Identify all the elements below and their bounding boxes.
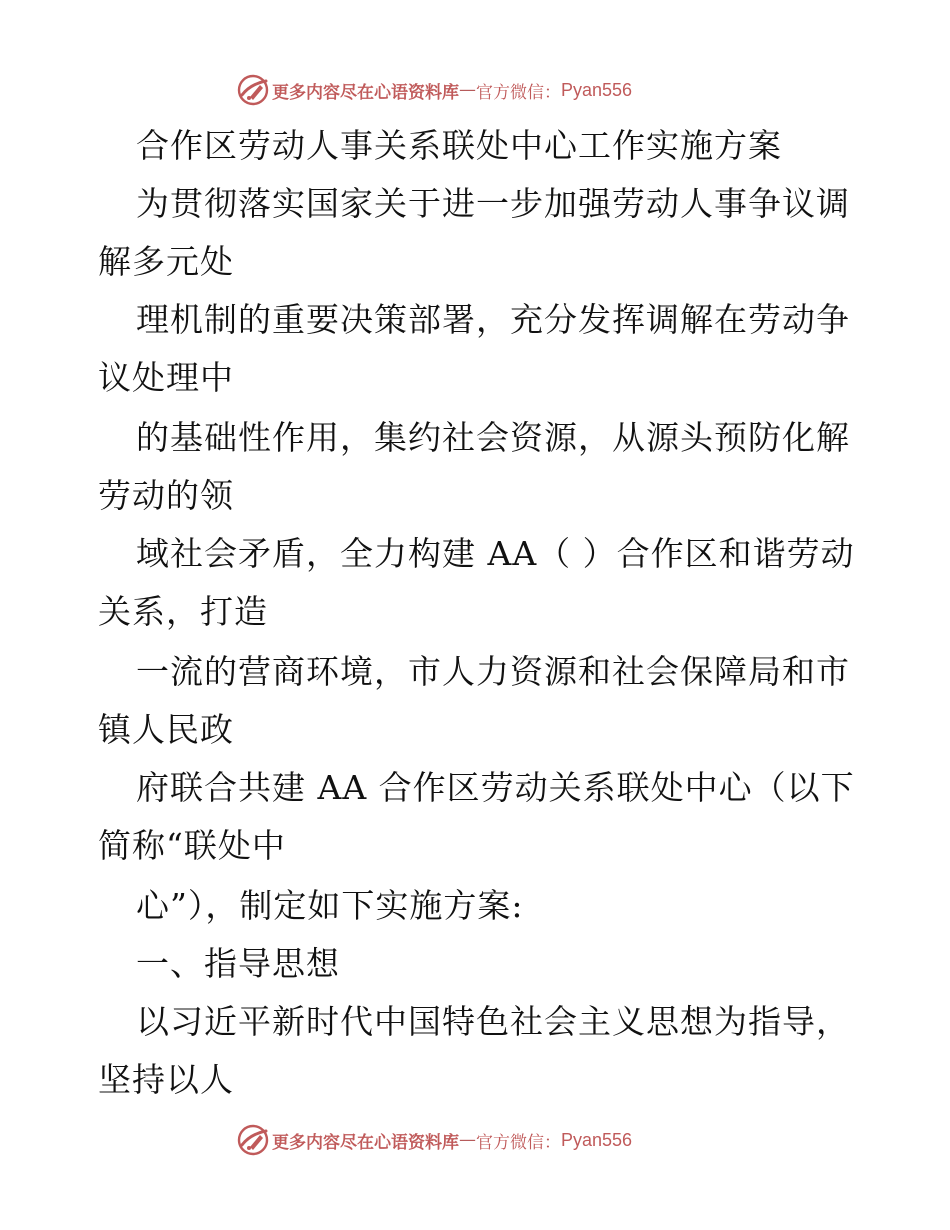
paragraph-line: 理机制的重要决策部署，充分发挥调解在劳动争 [136,300,850,339]
paragraph-line: 以习近平新时代中国特色社会主义思想为指导， [136,1002,850,1041]
section-heading: 一、指导思想 [136,944,340,983]
paragraph-line: 关系，打造 [98,592,268,631]
paragraph-line: 解多元处 [98,242,234,281]
paragraph-line: 域社会矛盾，全力构建 AA（ ）合作区和谐劳动 [136,534,855,573]
watermark-wechat-id: Pyan556 [561,1129,633,1150]
paragraph-line: 劳动的领 [98,476,234,515]
paragraph-line: 为贯彻落实国家关于进一步加强劳动人事争议调 [136,184,850,223]
brush-pen-circle-icon [236,1123,270,1157]
watermark-wechat-id: Pyan556 [561,79,633,100]
watermark-separator: — [459,80,476,100]
watermark-wechat-label: 官方微信： [476,1132,561,1153]
paragraph-line: 的基础性作用，集约社会资源，从源头预防化解 [136,418,850,457]
paragraph-line: 府联合共建 AA 合作区劳动关系联处中心（以下 [136,768,855,807]
footer-watermark [236,1122,632,1158]
watermark-separator: — [459,1130,476,1150]
watermark-wechat-label: 官方微信： [476,82,561,103]
header-watermark [236,72,632,108]
brush-pen-circle-icon [236,73,270,107]
watermark-site-name: 更多内容尽在心语资料库 [272,82,459,103]
paragraph-line: 一流的营商环境，市人力资源和社会保障局和市 [136,652,850,691]
document-title: 合作区劳动人事关系联处中心工作实施方案 [136,126,782,165]
paragraph-line: 坚持以人 [98,1060,234,1099]
paragraph-line: 心”），制定如下实施方案: [136,886,524,925]
paragraph-line: 简称“联处中 [98,826,286,865]
watermark-site-name: 更多内容尽在心语资料库 [272,1132,459,1153]
paragraph-line: 议处理中 [98,358,234,397]
paragraph-line: 镇人民政 [98,710,234,749]
